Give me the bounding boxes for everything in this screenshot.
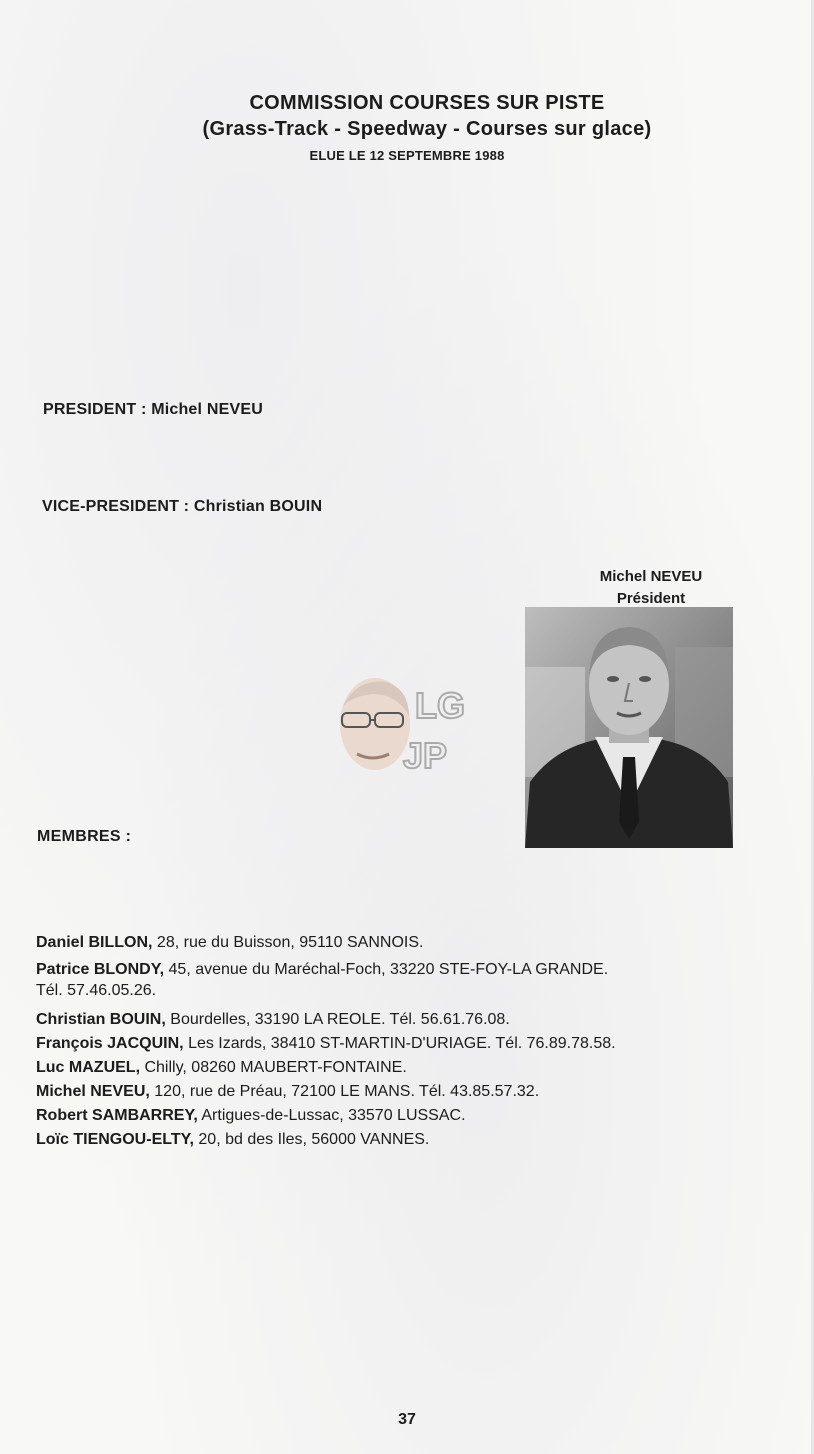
member-phone: Tél. 57.46.05.26. bbox=[36, 982, 157, 999]
member-last-name: JACQUIN bbox=[107, 1035, 180, 1052]
member-details: Chilly, 08260 MAUBERT-FONTAINE. bbox=[144, 1059, 407, 1076]
member-details: Les Izards, 38410 ST-MARTIN-D'URIAGE. Tél. 76.89.78.58. bbox=[188, 1035, 616, 1052]
member-details: 45, avenue du Maréchal-Foch, 33220 STE-FOY-LA GRANDE. bbox=[168, 961, 609, 978]
list-item: Loïc TIENGOU-ELTY, 20, bd des Iles, 56000 VANNES. bbox=[36, 1131, 430, 1148]
lgjp-watermark-logo bbox=[337, 676, 482, 782]
member-last-name: BLONDY bbox=[93, 961, 160, 978]
member-last-name: SAMBARREY bbox=[92, 1107, 194, 1124]
list-item: Daniel BILLON, 28, rue du Buisson, 95110 SANNOIS. bbox=[36, 934, 424, 951]
member-first-name: Robert bbox=[36, 1107, 88, 1124]
document-title: COMMISSION COURSES SUR PISTE bbox=[249, 92, 605, 114]
list-item: Luc MAZUEL, Chilly, 08260 MAUBERT-FONTAINE. bbox=[36, 1059, 407, 1076]
member-last-name: BILLON bbox=[88, 934, 149, 951]
member-first-name: François bbox=[36, 1035, 103, 1052]
member-details: 120, rue de Préau, 72100 LE MANS. Tél. 43.85.57.32. bbox=[154, 1083, 540, 1100]
logo-text-lg: LG bbox=[415, 685, 465, 726]
member-first-name: Christian bbox=[36, 1011, 106, 1028]
member-details: Bourdelles, 33190 LA REOLE. Tél. 56.61.76.08. bbox=[170, 1011, 510, 1028]
member-details: Artigues-de-Lussac, 33570 LUSSAC. bbox=[201, 1107, 466, 1124]
list-item: François JACQUIN, Les Izards, 38410 ST-MARTIN-D'URIAGE. Tél. 76.89.78.58. bbox=[36, 1035, 616, 1052]
member-last-name: TIENGOU-ELTY bbox=[73, 1131, 190, 1148]
member-first-name: Daniel bbox=[36, 934, 85, 951]
member-last-name: MAZUEL bbox=[68, 1059, 136, 1076]
logo-text-jp: JP bbox=[403, 735, 448, 776]
list-item: Robert SAMBARREY, Artigues-de-Lussac, 33570 LUSSAC. bbox=[36, 1107, 466, 1124]
members-heading: MEMBRES : bbox=[37, 828, 132, 845]
member-first-name: Patrice bbox=[36, 961, 90, 978]
member-details: 20, bd des Iles, 56000 VANNES. bbox=[198, 1131, 430, 1148]
list-item: Michel NEVEU, 120, rue de Préau, 72100 LE MANS. Tél. 43.85.57.32. bbox=[36, 1083, 540, 1100]
page-number: 37 bbox=[398, 1411, 416, 1428]
list-item bbox=[36, 981, 156, 1000]
photo-caption-name: Michel NEVEU bbox=[599, 568, 703, 585]
member-first-name: Loïc bbox=[36, 1131, 69, 1148]
election-date: ELUE LE 12 SEPTEMBRE 1988 bbox=[309, 148, 505, 163]
list-item: Patrice BLONDY, 45, avenue du Maréchal-Foch, 33220 STE-FOY-LA GRANDE. bbox=[36, 961, 609, 978]
member-first-name: Luc bbox=[36, 1059, 65, 1076]
document-subtitle: (Grass-Track - Speedway - Courses sur glace) bbox=[202, 118, 652, 140]
member-first-name: Michel bbox=[36, 1083, 86, 1100]
president-line: PRESIDENT : Michel NEVEU bbox=[43, 401, 263, 418]
member-details: 28, rue du Buisson, 95110 SANNOIS. bbox=[156, 934, 424, 951]
list-item: Christian BOUIN, Bourdelles, 33190 LA REOLE. Tél. 56.61.76.08. bbox=[36, 1011, 510, 1028]
member-last-name: NEVEU bbox=[90, 1083, 146, 1100]
member-last-name: BOUIN bbox=[109, 1011, 162, 1028]
president-portrait-photo bbox=[525, 607, 733, 848]
photo-caption-role: Président bbox=[616, 590, 686, 607]
vice-president-line: VICE-PRESIDENT : Christian BOUIN bbox=[42, 498, 323, 515]
